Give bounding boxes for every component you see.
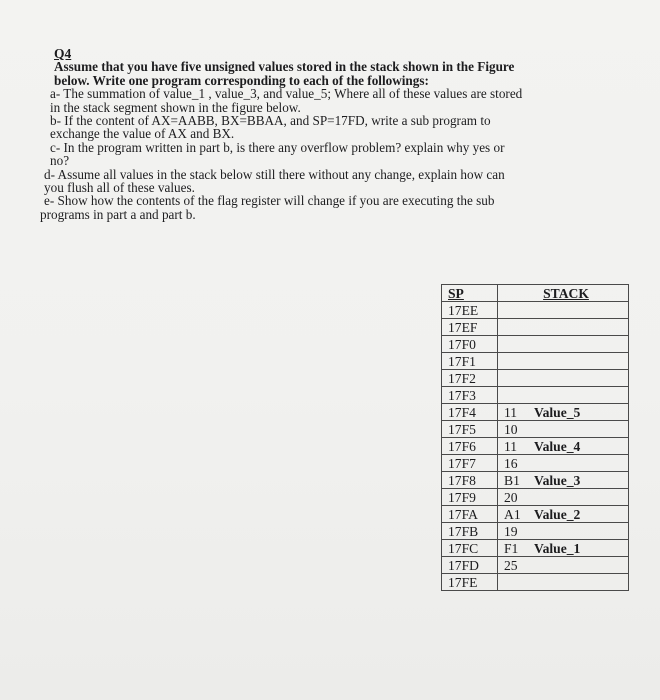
stack-content	[498, 353, 629, 370]
part-c-line-1: c- In the program written in part b, is there any overflow problem? explain why yes or	[50, 139, 505, 155]
value-label: Value_5	[534, 404, 581, 420]
part-b-line-2: exchange the value of AX and BX.	[50, 126, 235, 142]
part-e-line-2: programs in part a and part b.	[40, 206, 196, 222]
stack-row	[442, 472, 629, 489]
stack-content	[498, 540, 629, 557]
stack-content	[498, 489, 629, 506]
stack-content	[498, 421, 629, 438]
part-d-line-1: d- Assume all values in the stack below still there without any change, explain how can	[44, 166, 505, 182]
stack-content	[498, 302, 629, 319]
stack-hex-value: 25	[504, 557, 518, 573]
question-block	[40, 47, 600, 221]
stack-address: 17F8	[442, 472, 498, 489]
stack-row	[442, 438, 629, 455]
stack-address: 17F4	[442, 404, 498, 421]
stack-content	[498, 404, 629, 421]
stack-row	[442, 387, 629, 404]
sp-column-header: SP	[442, 285, 498, 302]
stack-row	[442, 319, 629, 336]
stack-hex-value: 16	[504, 455, 518, 471]
stack-row	[442, 455, 629, 472]
part-a-line-2: in the stack segment shown in the figure below.	[50, 99, 301, 115]
stack-address: 17FC	[442, 540, 498, 557]
stack-row	[442, 421, 629, 438]
stack-hex-value: A1	[504, 506, 521, 522]
stack-address: 17FE	[442, 574, 498, 591]
stack-content	[498, 336, 629, 353]
stack-row	[442, 540, 629, 557]
stack-row	[442, 557, 629, 574]
stack-address: 17F0	[442, 336, 498, 353]
value-label: Value_1	[534, 540, 581, 556]
stack-content	[498, 455, 629, 472]
question-intro-line-1: Assume that you have five unsigned values stored in the stack shown in the Figure	[54, 59, 515, 75]
stack-address: 17F9	[442, 489, 498, 506]
stack-hex-value: 11	[504, 404, 518, 420]
stack-content	[498, 557, 629, 574]
stack-row	[442, 336, 629, 353]
value-label: Value_4	[534, 438, 581, 454]
stack-header-row	[442, 285, 629, 302]
stack-content	[498, 319, 629, 336]
stack-address: 17F2	[442, 370, 498, 387]
stack-content	[498, 574, 629, 591]
stack-row	[442, 523, 629, 540]
stack-address: 17F5	[442, 421, 498, 438]
part-b-line-1: b- If the content of AX=AABB, BX=BBAA, and SP=17FD, write a sub program to	[50, 113, 491, 129]
stack-address: 17FD	[442, 557, 498, 574]
stack-row	[442, 574, 629, 591]
stack-hex-value: 19	[504, 523, 518, 539]
question-intro-line-2: below. Write one program corresponding to each of the followings:	[54, 72, 429, 88]
stack-content	[498, 506, 629, 523]
stack-hex-value: B1	[504, 472, 520, 488]
stack-row	[442, 506, 629, 523]
stack-content	[498, 387, 629, 404]
stack-row	[442, 489, 629, 506]
stack-hex-value: 11	[504, 438, 518, 454]
stack-row	[442, 353, 629, 370]
stack-address: 17F1	[442, 353, 498, 370]
part-a-line-1: a- The summation of value_1 , value_3, and value_5; Where all of these values are stored	[50, 86, 523, 102]
stack-row	[442, 370, 629, 387]
stack-row	[442, 302, 629, 319]
stack-hex-value: F1	[504, 540, 519, 556]
value-label: Value_3	[534, 472, 581, 488]
question-number: Q4	[54, 46, 72, 61]
stack-hex-value: 10	[504, 421, 518, 437]
stack-address: 17EE	[442, 302, 498, 319]
stack-content	[498, 438, 629, 455]
stack-address: 17FA	[442, 506, 498, 523]
value-label: Value_2	[534, 506, 581, 522]
stack-content	[498, 523, 629, 540]
stack-address: 17F7	[442, 455, 498, 472]
stack-hex-value: 20	[504, 489, 518, 505]
stack-address: 17EF	[442, 319, 498, 336]
stack-content	[498, 370, 629, 387]
part-d-line-2: you flush all of these values.	[44, 180, 195, 196]
stack-address: 17F3	[442, 387, 498, 404]
stack-row	[442, 404, 629, 421]
stack-address: 17FB	[442, 523, 498, 540]
stack-table	[441, 284, 629, 591]
part-e-line-1: e- Show how the contents of the flag register will change if you are executing the sub	[44, 193, 495, 209]
part-c-line-2: no?	[50, 153, 70, 169]
stack-column-header: STACK	[498, 285, 629, 302]
stack-content	[498, 472, 629, 489]
stack-address: 17F6	[442, 438, 498, 455]
